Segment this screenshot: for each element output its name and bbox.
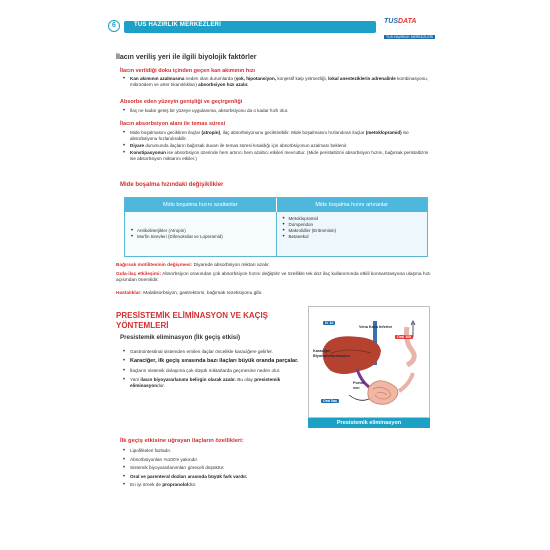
textbook-page (108, 14, 436, 532)
features-list (122, 448, 422, 490)
note-food-text: Absorbsiyon oranından çok absorbsiyon hızını değiştirir ve özellikle tek doz ilaç kullanımında etkili konsantrasyona ulaşma hızı açısından önemlidir. (116, 272, 431, 284)
logo-accent-text: DATA (398, 18, 417, 25)
liver-label: Karaciğer Biyotransformasyon (313, 349, 350, 358)
logo-subtitle: TUS HAZIRLIK MERKEZLERİ (386, 35, 434, 39)
table-cell: • Antikolinerjikler (Atropin) (131, 228, 270, 234)
list-item: • İlaçların sistemik dolaşıma çok düşük miktarlarda geçmesine neden olur. (122, 368, 302, 374)
list-item: • Diyare durumunda ilaçların bağırsak duvarı ile temas süresi kısaldığı için absorbsiyonun azalması beklenir. (122, 143, 432, 149)
logo-main-text: TUS (384, 18, 398, 25)
subsection-blood-flow-title: İlacın verildiği doku içinden geçen kan akımının hızı (120, 68, 256, 74)
table-header-decrease: Mide boşalma hızını azaltanlar (125, 198, 277, 212)
presystemic-figure (308, 306, 430, 426)
table-cell: • Domperidon (283, 222, 422, 228)
publisher-logo (384, 18, 436, 39)
note-disease (116, 291, 434, 297)
oral-100-tag: Oral 100 (397, 335, 412, 339)
table-header-increase: Mide boşalma hızını artıranlar (277, 198, 428, 212)
table-col-increase (277, 212, 428, 256)
small-intestine-label: İnce Bağırsak (369, 375, 394, 379)
note-motility (116, 263, 434, 269)
blood-flow-list (122, 76, 432, 89)
note-motility-label: Bağırsak motilitesinin değişmesi: (116, 263, 193, 268)
page-header (108, 18, 436, 38)
surface-list (122, 108, 432, 115)
presystemic-list (122, 349, 302, 391)
figure-caption: Presistemik eliminasyon (308, 418, 430, 428)
list-item: • Oral ve parenteral dozları arasında büyük fark vardır. (122, 474, 422, 481)
list-item: • En iyi örnek de propranololdür. (122, 482, 422, 489)
table-col-decrease (125, 212, 277, 256)
oral-drug-tag: Oral İlaç (323, 399, 338, 403)
features-title: İlk geçiş etkisine uğrayan ilaçların özellikleri: (120, 438, 244, 444)
header-title: TUS HAZIRLIK MERKEZLERİ (134, 22, 221, 28)
list-item: • Karaciğer, ilk geçiş sırasında bazı ilaçları büyük oranda parçalar. (122, 358, 302, 365)
presystemic-title: PRESİSTEMİK ELİMİNASYON VE KAÇIŞ YÖNTEMLERİ (116, 311, 269, 330)
table-cell: • Morfin türevleri (Difenoksilat ve Loperamid) (131, 234, 270, 240)
section-title: İlacın veriliş yeri ile ilgili biyolojik faktörler (116, 54, 257, 61)
note-disease-text: Malabsorbsiyon, gastrektomi, bağırsak rezeksiyonu gibi. (143, 291, 263, 296)
note-food (116, 272, 434, 284)
page-number: 6 (108, 20, 120, 32)
note-disease-label: Hastalıklar: (116, 291, 142, 296)
gastric-emptying-table (124, 197, 428, 257)
table-cell: • Metoklopramid (283, 216, 422, 222)
header-banner (124, 21, 376, 33)
list-item: • Mide boşalmasını geciktiren ilaçlar (atropin), ilaç absorbsiyonunu geciktirebilir. Mide boşalmasını hızlandıran ilaçlar (metoklopramid) ise absorbsiyonu hızlandırabilir. (122, 130, 432, 142)
vena-cava-label: Vena Kava Inferior (359, 325, 393, 329)
presystemic-subtitle: Presistemik eliminasyon (İlk geçiş etkisi) (120, 334, 241, 341)
note-motility-text: Diyarede absorbsiyon miktarı azalır. (193, 263, 270, 268)
list-item: • Lipofiliteleri fazladır. (122, 448, 422, 455)
list-item: • Yani ilacın biyoyararlanımı belirgin olarak azalır. Bu olay presistemik eliminasyondur. (122, 377, 302, 389)
list-item: • Absorbsiyonları %100'e yakındır. (122, 457, 422, 464)
list-item: • Gastrointestinal sistemden emilen ilaçlar öncelikle karaciğere gelirler. (122, 349, 302, 355)
note-food-label: Gıda-ilaç etkileşimi: (116, 272, 162, 277)
list-item: • İlaç ne kadar geniş bir yüzeye uygulanırsa, absorbsiyonu da o kadar hızlı olur. (122, 108, 432, 114)
subsection-surface-title: Absorbe eden yüzeyin genişliği ve geçirgenliği (120, 99, 243, 105)
table-title: Mide boşalma hızındaki değişiklikler (120, 182, 224, 188)
portal-vein-label: Portal ven (353, 381, 364, 390)
table-cell: • Betanekol (283, 234, 422, 240)
subsection-contact-title: İlacın absorbsiyon alanı ile temas süresi (120, 121, 226, 127)
list-item: • Konstipasyonun ise absorbsiyon üzerinde hem artırıcı hem azaltıcı etkileri mevcuttur. (Mide peristaltizmi absorbsiyon hızını, bağırsak peristaltizmi ise absorbsiyon miktarını etkiler.) (122, 150, 432, 162)
table-cell: • Makrolidler (Eritromisin) (283, 228, 422, 234)
iv-tag: IV 10 (325, 321, 334, 325)
arrow-oral-drug (349, 395, 369, 400)
list-item: • Kan akımının azalmasına neden olan durumlarda (şok, hipotansiyon, konjestif kalp yetmezliği, lokal anesteziklerin adrenalinle kombinasyonu, mikroödem ve arter tıkanıklıkları) absorbsiyon hızı azalır. (122, 76, 432, 88)
contact-list (122, 130, 432, 164)
list-item: • Sistemik biyoyararlanımları göreceli düşüktür. (122, 465, 422, 472)
